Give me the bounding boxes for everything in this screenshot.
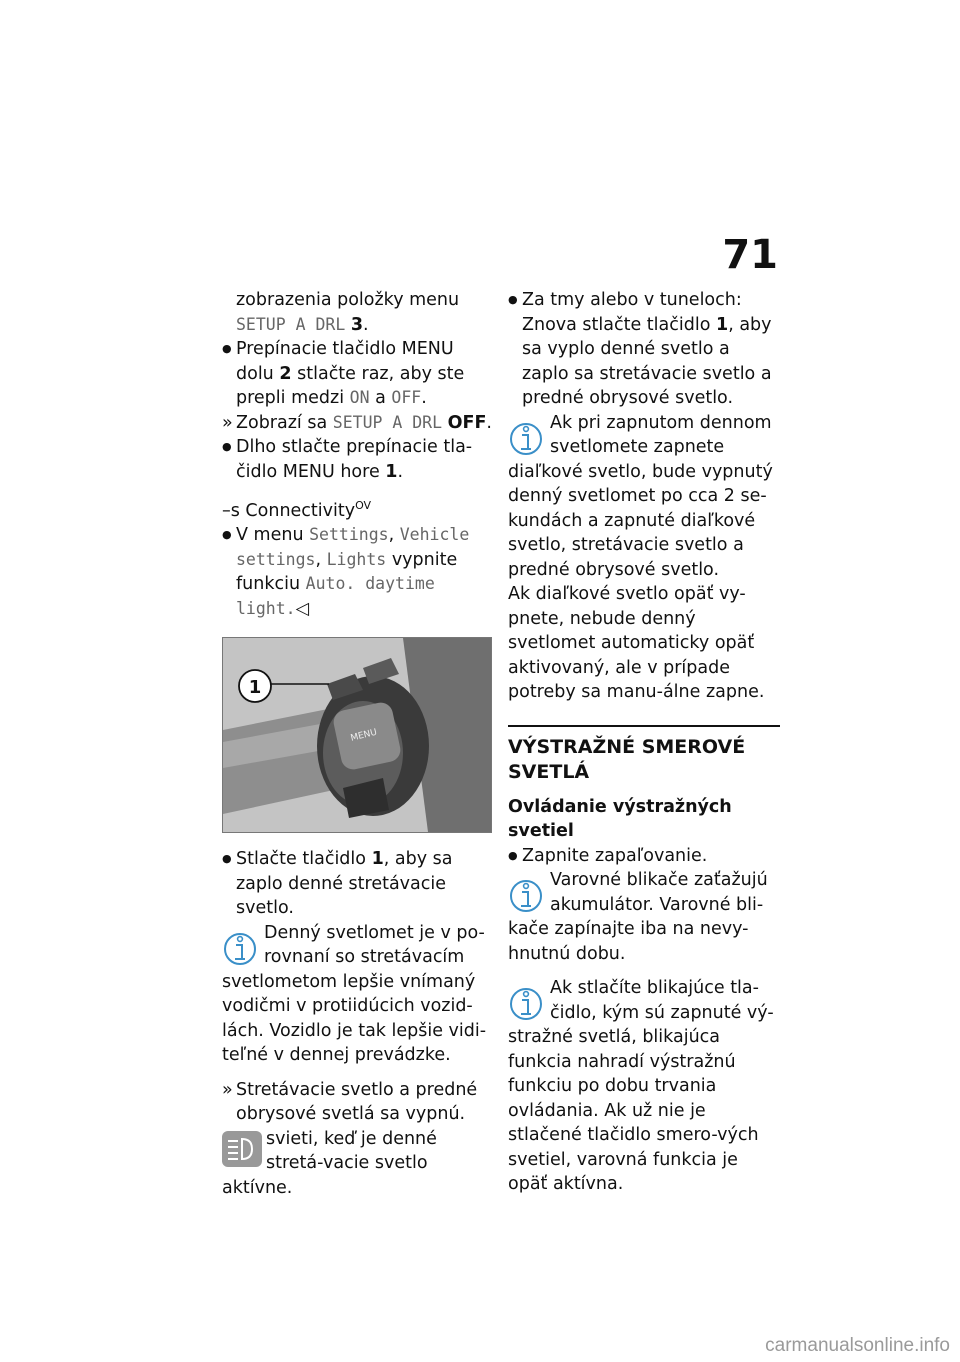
photo-menu-label: MENU: [349, 727, 379, 745]
bullet-settings: ● V menu Settings, Vehicle settings, Lights vypnite funkciu Auto. daytime light.◁: [222, 523, 492, 621]
section-divider: [508, 725, 780, 727]
result-drl-off: » Zobrazí sa SETUP A DRL OFF.: [222, 411, 492, 436]
section-title: VÝSTRAŽNÉ SMEROVÉ SVETLÁ: [508, 735, 746, 783]
note-battery: Varovné blikače zaťažujú akumulátor. Varovné bli-kače zapínajte iba na nevy-hnutnú dobu.: [508, 870, 768, 964]
subheading: Ovládanie výstražných svetiel: [508, 796, 732, 841]
result-lights-off: » Stretávacie svetlo a predné obrysové svetlá sa vypnú.: [222, 1078, 492, 1127]
note-high-beam: Ak pri zapnutom dennom svetlomete zapnete diaľkové svetlo, bude vypnutý denný svetlomet po cca 2 se-kundách a zapnuté diaľkové svetlo, stretávacie svetlo a predné obrysové svetlo. Ak diaľkové svetlo opäť vy-pnete, nebude denný svetlomet automaticky opäť aktivovaný, ale v prípade potreby sa manu-álne zapne.: [508, 412, 773, 702]
continued-text: zobrazenia položky menu SETUP A DRL 3.: [236, 290, 460, 335]
page-number: 71: [722, 232, 778, 278]
bullet-press-button: ● Stlačte tlačidlo 1, aby sa zaplo denné stretávacie svetlo.: [222, 847, 492, 921]
note-turn-signal: Ak stlačíte blikajúce tla-čidlo, kým sú zapnuté vý-stražné svetlá, blikajúca funkcia nahradí výstražnú funkciu po dobu trvania ovládania. Ak už nie je stlačené tlačidlo smero-vých svetiel, varovná funkcia je opäť aktívna.: [508, 978, 774, 1194]
handlebar-illustration: [223, 638, 491, 832]
callout-label: 1: [248, 677, 262, 699]
note-drl-info: Denný svetlomet je v po-rovnaní so stretávacím svetlometom lepšie vnímaný vodičmi v protiidúcich vozid-lách. Vozidlo je tak lepšie vidi-teľné v dennej prevádzke.: [222, 922, 487, 1066]
watermark: carmanualsonline.info: [765, 1335, 950, 1356]
bullet-ignition: ● Zapnite zapaľovanie.: [508, 844, 780, 869]
bullet-tunnel: ● Za tmy alebo v tuneloch: Znova stlačte tlačidlo 1, aby sa vyplo denné svetlo a zaplo sa stretávacie svetlo a predné obrysové svetlo.: [508, 288, 780, 411]
handlebar-switch-photo: [222, 637, 492, 833]
bullet-menu-down: ● Prepínacie tlačidlo MENU dolu 2 stlačte raz, aby ste prepli medzi ON a OFF.: [222, 337, 492, 411]
drl-indicator-note: svieti, keď je denné stretá-vacie svetlo aktívne.: [222, 1128, 437, 1198]
left-column: [222, 288, 492, 1200]
connectivity-heading: –s Connectivity$^{OV}$: [222, 499, 372, 521]
right-column: [508, 288, 780, 1197]
bullet-menu-up: ● Dlho stlačte prepínacie tla-čidlo MENU hore 1.: [222, 435, 492, 484]
